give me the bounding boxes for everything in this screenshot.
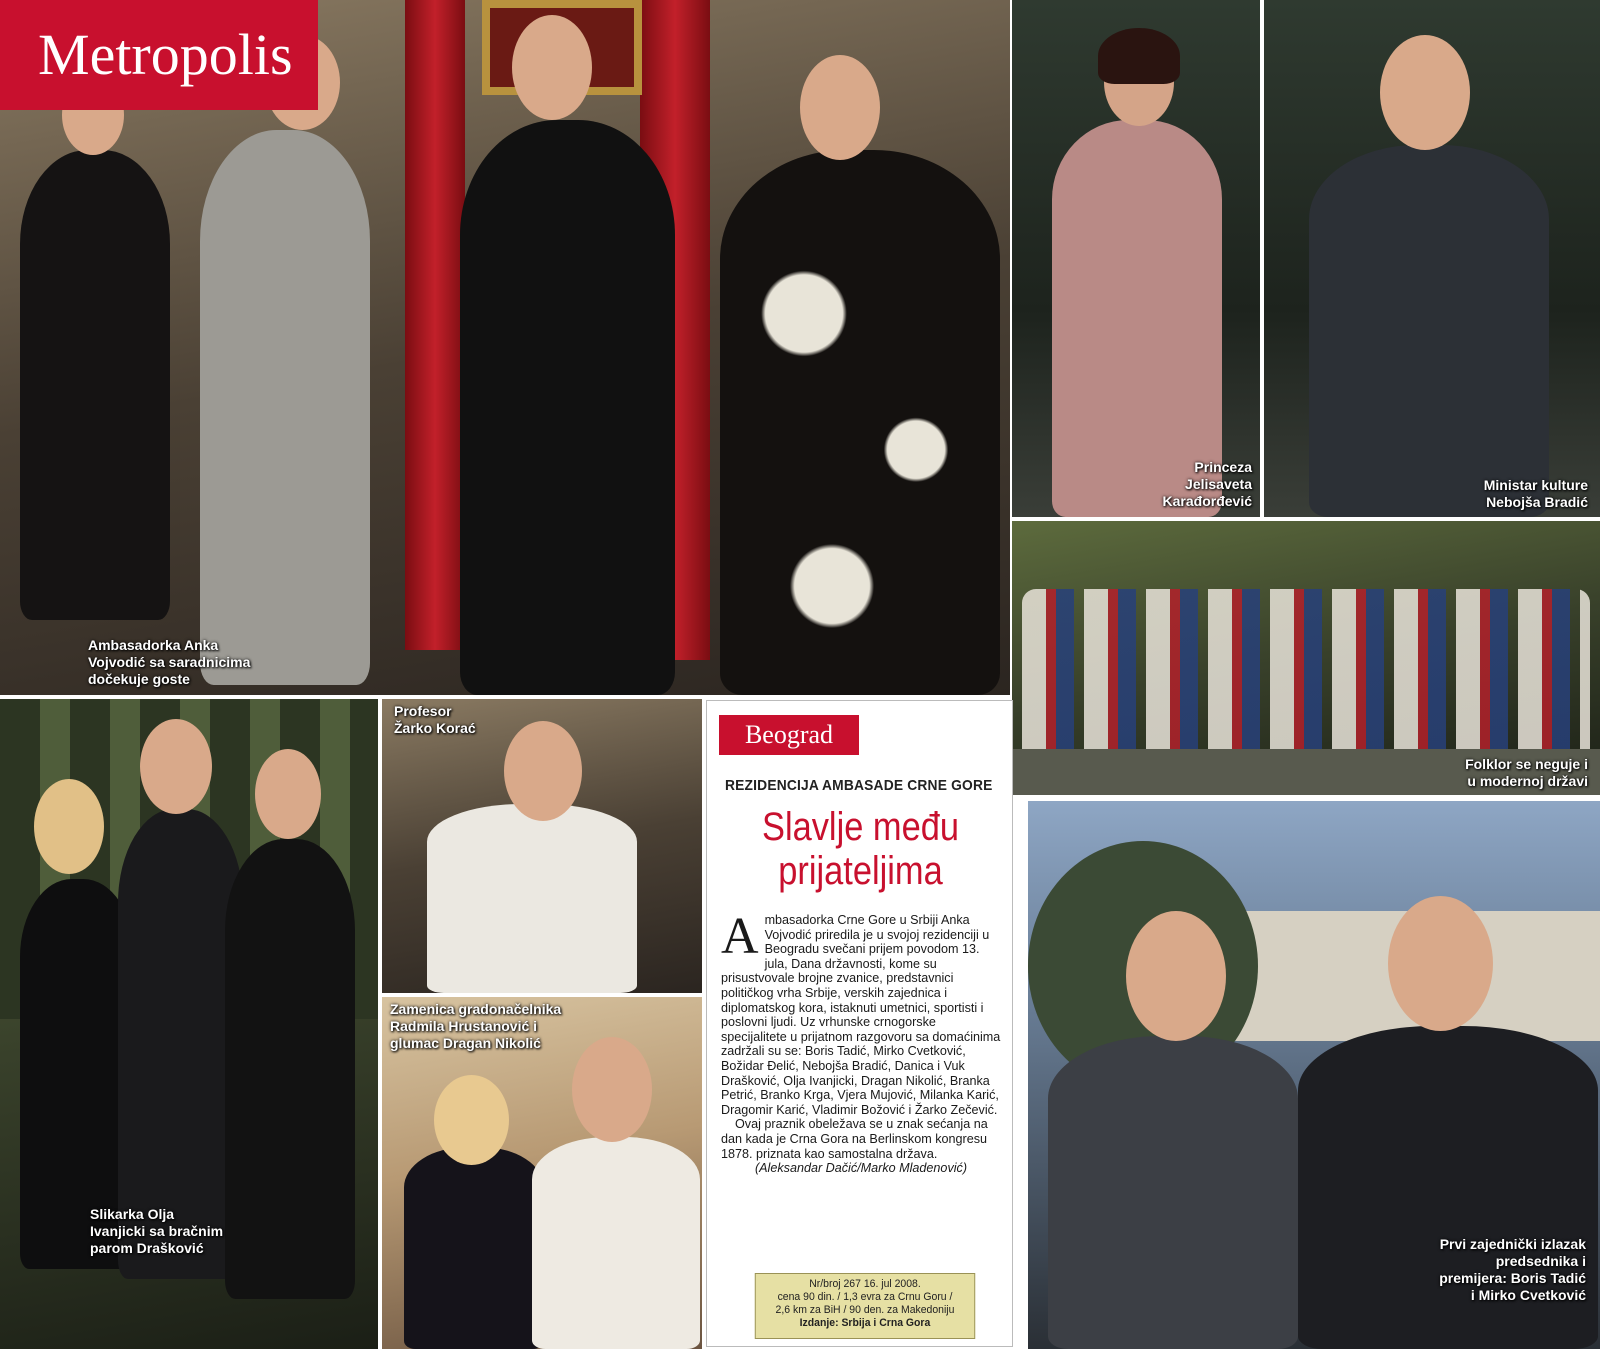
person-floral-dress (720, 150, 1000, 695)
person-nikolic-head (572, 1037, 652, 1142)
hair-princess (1098, 28, 1180, 84)
caption-professor: Profesor Žarko Korać (394, 703, 476, 736)
caption-painter: Slikarka Olja Ivanjicki sa bračnim parom Drašković (90, 1206, 224, 1256)
issue-line-3: 2,6 km za BiH / 90 den. za Makedoniju (775, 1304, 955, 1316)
person-grey-suit (200, 130, 370, 685)
person-minister (1309, 145, 1549, 517)
issue-info-box (755, 1273, 975, 1339)
person-danica (225, 839, 355, 1299)
issue-line-1: Nr/broj 267 16. jul 2008. (809, 1278, 921, 1290)
photo-painter (0, 699, 378, 1349)
caption-president: Prvi zajednički izlazak predsednika i premijera: Boris Tadić i Mirko Cvetković (1439, 1236, 1586, 1303)
article-panel (706, 700, 1013, 1347)
photo-princess (1012, 0, 1260, 517)
person-princess (1052, 120, 1222, 517)
person-floral-dress-head (800, 55, 880, 160)
photo-professor (382, 699, 702, 993)
photo-deputy-mayor (382, 997, 702, 1349)
photo-minister (1264, 0, 1600, 517)
dropcap: A (721, 908, 759, 965)
paragraph-1-text: mbasadorka Crne Gore u Srbiji Anka Vojvodić priredila je u svojoj rezidenciji u Beogradu svečani prijem povodom 13. jula, Dana državnosti, kome su prisustvovale brojne zvanice, predstavnici političkog vrha Srbije, verskih zajednica i diplomatskog kora, istaknuti umetnici, sportisti i poslovni ljudi. Uz vrhunske crnogorske specijalitete u prijatnom razgovoru sa domaćinima zadržali su se: Boris Tadić, Mirko Cvetković, Božidar Đelić, Nebojša Bradić, Danica i Vuk Drašković, Olja Ivanjicki, Dragan Nikolić, Branka Petrić, Branko Krga, Vjera Mujović, Milanka Karić, Dragomir Karić, Vladimir Božović i Žarko Zečević. (721, 913, 1001, 1117)
article-headline (728, 805, 992, 893)
flag-left (405, 0, 465, 650)
issue-line-2: cena 90 din. / 1,3 evra za Crnu Goru / (777, 1291, 953, 1303)
person-hrustanovic-head (434, 1075, 509, 1165)
person-nikolic (532, 1137, 700, 1349)
person-ivanjicki-head (34, 779, 104, 874)
photo-president-premier (1028, 801, 1600, 1349)
person-draskovic-head (140, 719, 212, 814)
person-black-suit (460, 120, 675, 695)
issue-line-4: Izdanje: Srbija i Crna Gora (799, 1317, 931, 1329)
person-korac-head (504, 721, 582, 821)
person-cvetkovic-head (1388, 896, 1493, 1031)
headline-line-1: Slavlje među (762, 805, 959, 849)
article-kicker: REZIDENCIJA AMBASADE CRNE GORE (725, 777, 993, 794)
person-ambassador (20, 150, 170, 620)
person-black-suit-head (512, 15, 592, 120)
brand-metropolis: Metropolis (0, 0, 318, 110)
article-body (721, 908, 1001, 1176)
person-tadic-head (1126, 911, 1226, 1041)
article-credit: (Aleksandar Dačić/Marko Mladenović) (754, 1161, 968, 1176)
person-danica-head (255, 749, 321, 839)
caption-minister: Ministar kulture Nebojša Bradić (1483, 477, 1588, 510)
caption-princess: Princeza Jelisaveta Karađorđević (1162, 459, 1252, 509)
section-label: Beograd (719, 715, 859, 755)
article-paragraph-2: Ovaj praznik obeležava se u znak sećanja na dan kada je Crna Gora na Berlinskom kongresu 1878. priznata kao samostalna država. (721, 1117, 988, 1161)
dancers-group (1022, 589, 1590, 749)
person-minister-head (1380, 35, 1470, 150)
headline-line-2: prijateljima (778, 849, 943, 893)
person-korac (427, 804, 637, 993)
caption-deputy-mayor: Zamenica gradonačelnika Radmila Hrustanović i glumac Dragan Nikolić (390, 1001, 562, 1051)
caption-folklore: Folklor se neguje i u modernoj državi (1465, 756, 1588, 789)
article-paragraph-1 (721, 908, 1001, 1117)
photo-folklore (1012, 521, 1600, 795)
person-tadic (1048, 1036, 1298, 1349)
caption-ambassador: Ambasadorka Anka Vojvodić sa saradnicima dočekuje goste (88, 637, 251, 687)
person-hrustanovic (404, 1147, 544, 1349)
